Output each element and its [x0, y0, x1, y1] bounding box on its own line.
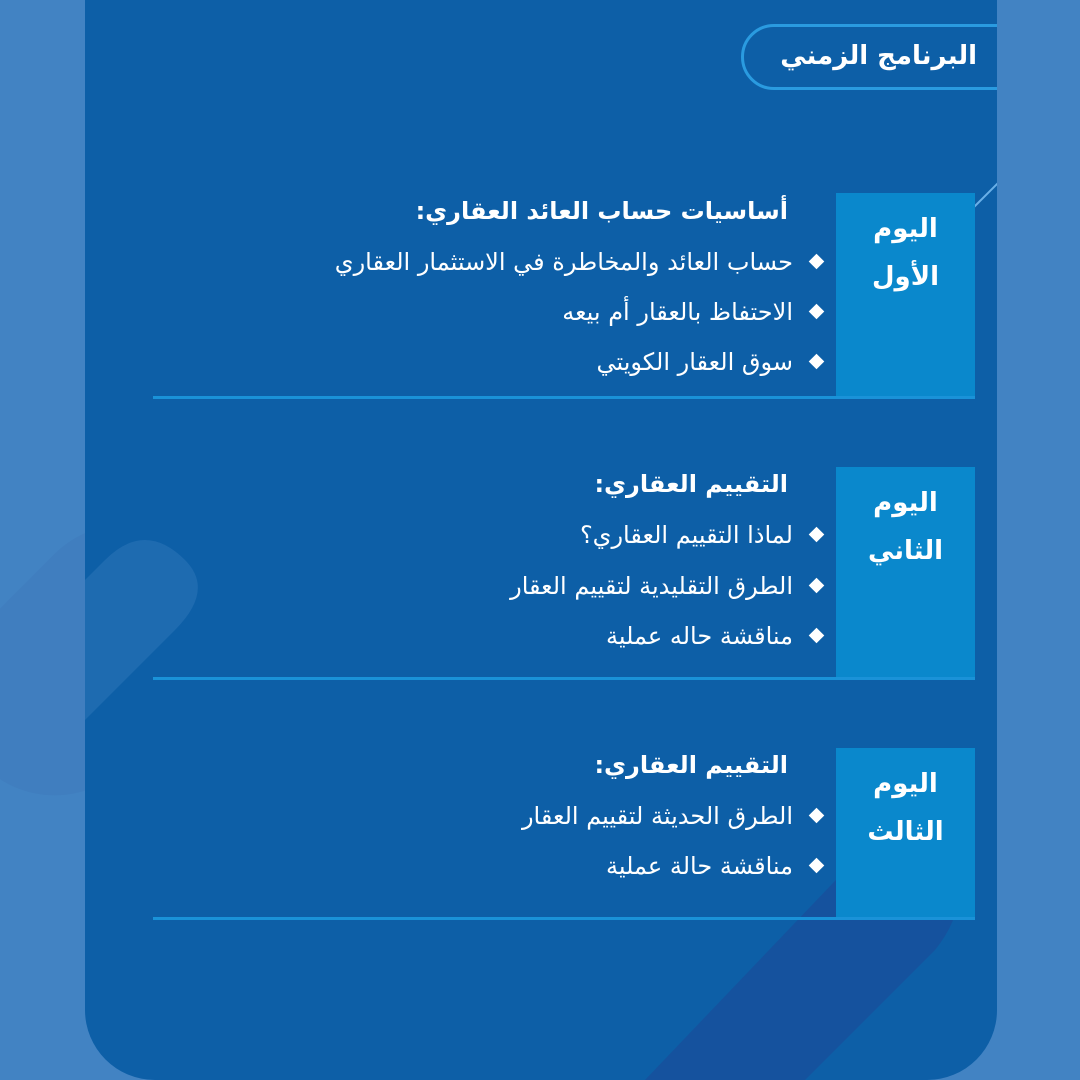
- day-3-divider: [153, 917, 975, 920]
- day-2-item-3: [202, 616, 822, 656]
- item-text: الاحتفاظ بالعقار أم بيعه: [562, 298, 793, 326]
- day-2-box: [836, 467, 975, 680]
- bullet-diamond-icon: [809, 526, 825, 542]
- item-text: سوق العقار الكويتي: [596, 348, 793, 376]
- day-2-item-2: [202, 566, 822, 606]
- bullet-diamond-icon: [809, 303, 825, 319]
- item-text: لماذا التقييم العقاري؟: [579, 521, 793, 549]
- day-2-heading: التقييم العقاري:: [594, 470, 788, 498]
- day-2-label-line1: اليوم: [873, 488, 938, 518]
- day-1-divider: [153, 396, 975, 399]
- bullet-diamond-icon: [809, 857, 825, 873]
- day-3-label: [836, 760, 975, 856]
- bullet-diamond-icon: [809, 253, 825, 269]
- bullet-diamond-icon: [809, 627, 825, 643]
- day-1-box: [836, 193, 975, 399]
- item-text: مناقشة حالة عملية: [606, 852, 793, 880]
- day-1-heading: أساسيات حساب العائد العقاري:: [415, 197, 788, 225]
- day-1-item-1: [202, 242, 822, 282]
- bullet-diamond-icon: [809, 577, 825, 593]
- day-1-item-3: [202, 342, 822, 382]
- page-title: البرنامج الزمني: [780, 41, 977, 71]
- day-1-label: [836, 205, 975, 301]
- day-3-item-1: [202, 796, 822, 836]
- day-2-label-line2: الثاني: [867, 536, 944, 566]
- day-1-label-line1: اليوم: [873, 214, 938, 244]
- day-1-item-2: [202, 292, 822, 332]
- day-2-item-1: [202, 515, 822, 555]
- day-2-divider: [153, 677, 975, 680]
- day-3-label-line2: الثالث: [867, 817, 944, 847]
- item-text: حساب العائد والمخاطرة في الاستثمار العقاري: [334, 248, 793, 276]
- day-3-heading: التقييم العقاري:: [594, 751, 788, 779]
- day-3-box: [836, 748, 975, 920]
- day-1-label-line2: الأول: [872, 262, 939, 292]
- day-3-label-line1: اليوم: [873, 769, 938, 799]
- item-text: الطرق الحديثة لتقييم العقار: [521, 802, 793, 830]
- item-text: الطرق التقليدية لتقييم العقار: [510, 572, 793, 600]
- day-2-label: [836, 479, 975, 575]
- bullet-diamond-icon: [809, 807, 825, 823]
- day-3-item-2: [202, 846, 822, 886]
- bullet-diamond-icon: [809, 353, 825, 369]
- item-text: مناقشة حاله عملية: [606, 622, 793, 650]
